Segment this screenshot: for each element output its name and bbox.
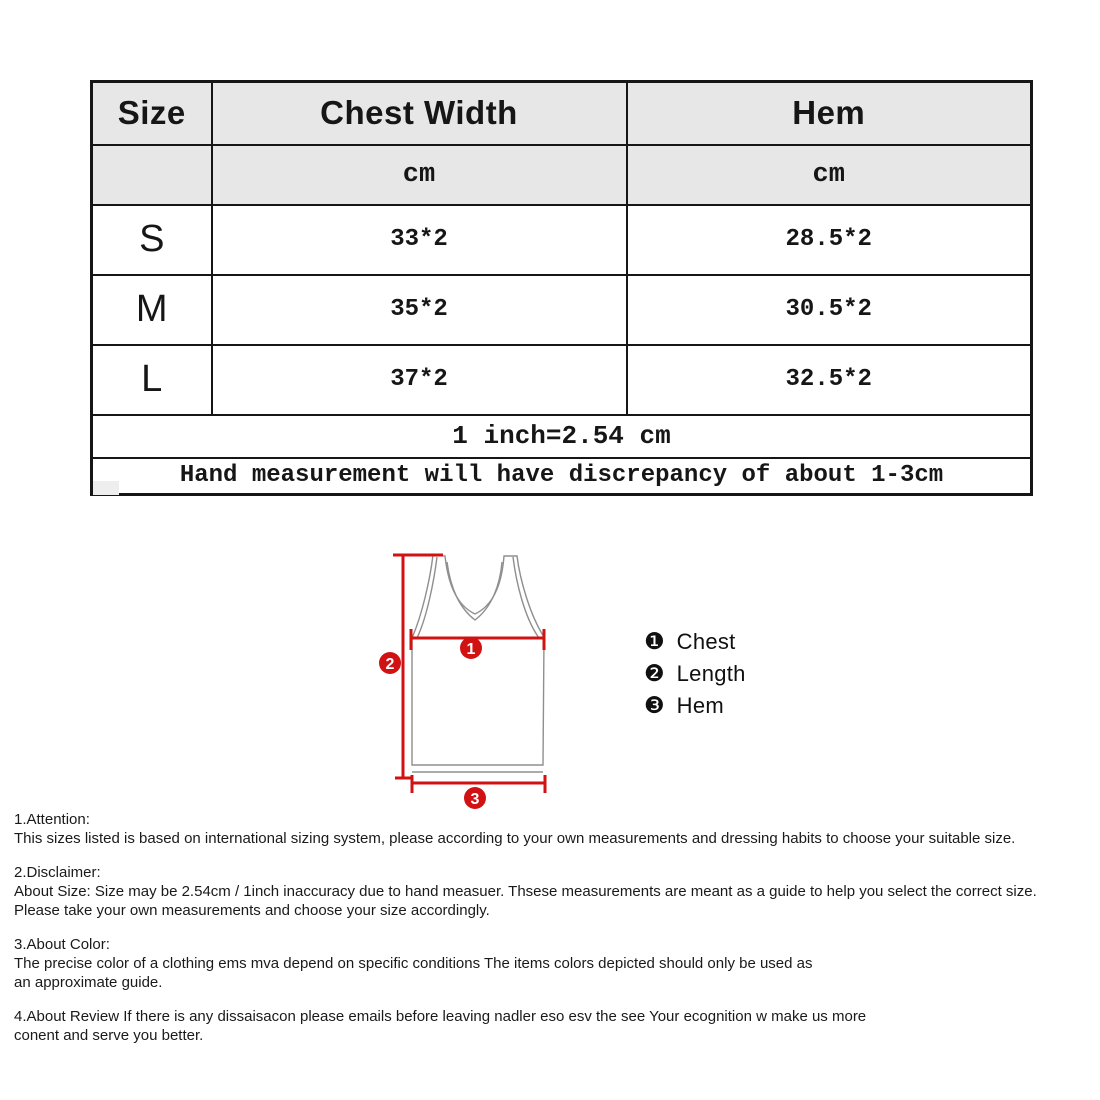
about-color-section	[14, 935, 1094, 992]
about-color-line1: The precise color of a clothing ems mva depend on specific conditions The items colors depicted should only be used as	[14, 955, 813, 972]
about-review-section	[14, 1007, 1094, 1045]
circled-three-icon: ❸	[644, 692, 665, 719]
table-unit-row	[92, 145, 1032, 205]
inch-conversion-note: 1 inch=2.54 cm	[92, 415, 1032, 458]
table-row-s	[92, 205, 1032, 275]
table-header-row	[92, 82, 1032, 145]
column-header-size: Size	[92, 82, 212, 145]
legend-label-hem: Hem	[676, 693, 724, 718]
disclaimer-section	[14, 863, 1094, 920]
unit-cell-empty	[92, 145, 212, 205]
hem-value-s: 28.5*2	[627, 205, 1032, 275]
legend-item-length	[644, 658, 746, 690]
hem-value-l: 32.5*2	[627, 345, 1032, 415]
table-note-hand-row	[92, 458, 1032, 495]
unit-cell-hem: cm	[627, 145, 1032, 205]
attention-section	[14, 810, 1094, 848]
footnotes	[14, 810, 1094, 1060]
size-label-m: M	[92, 275, 212, 345]
attention-body: This sizes listed is based on international sizing system, please according to your own measurements and dressing habits to choose your suitable size.	[14, 830, 1016, 847]
garment-outline	[412, 555, 544, 772]
legend-item-chest	[644, 626, 746, 658]
length-measure-line	[393, 555, 443, 778]
tank-top-measurement-diagram	[360, 535, 600, 825]
column-header-chest-width: Chest Width	[212, 82, 627, 145]
unit-cell-chest: cm	[212, 145, 627, 205]
legend-label-chest: Chest	[676, 629, 736, 654]
legend-item-hem	[644, 690, 746, 722]
neckline-inner-line	[447, 562, 502, 620]
hem-value-m: 30.5*2	[627, 275, 1032, 345]
about-color-heading: 3.About Color:	[14, 936, 110, 953]
attention-heading: 1.Attention:	[14, 811, 90, 828]
table-row-l	[92, 345, 1032, 415]
about-color-line2: an approximate guide.	[14, 974, 163, 991]
size-label-s: S	[92, 205, 212, 275]
chest-value-s: 33*2	[212, 205, 627, 275]
measurement-legend	[644, 626, 746, 722]
disclaimer-heading: 2.Disclaimer:	[14, 864, 101, 881]
table-note-inch-row	[92, 415, 1032, 458]
size-chart-table	[90, 80, 1033, 496]
column-header-hem: Hem	[627, 82, 1032, 145]
scan-artifact	[93, 481, 119, 495]
about-review-line2: conent and serve you better.	[14, 1027, 204, 1044]
left-armhole-inner-line	[417, 557, 437, 638]
hem-marker-number: 3	[470, 791, 480, 808]
chest-value-m: 35*2	[212, 275, 627, 345]
circled-one-icon: ❶	[644, 628, 665, 655]
hand-measurement-note: Hand measurement will have discrepancy of about 1-3cm	[92, 458, 1032, 495]
disclaimer-line2: Please take your own measurements and choose your size accordingly.	[14, 902, 490, 919]
measurement-lines	[393, 555, 545, 793]
disclaimer-line1: About Size: Size may be 2.54cm / 1inch inaccuracy due to hand measuer. Thsese measurements are meant as a guide to help you select the correct size.	[14, 883, 1037, 900]
chest-marker-number: 1	[466, 641, 476, 658]
chest-value-l: 37*2	[212, 345, 627, 415]
length-marker-number: 2	[385, 656, 395, 673]
size-label-l: L	[92, 345, 212, 415]
circled-two-icon: ❷	[644, 660, 665, 687]
table-row-m	[92, 275, 1032, 345]
legend-label-length: Length	[676, 661, 746, 686]
about-review-line1: 4.About Review If there is any dissaisacon please emails before leaving nadler eso esv the see Your ecognition w make us more	[14, 1008, 867, 1025]
